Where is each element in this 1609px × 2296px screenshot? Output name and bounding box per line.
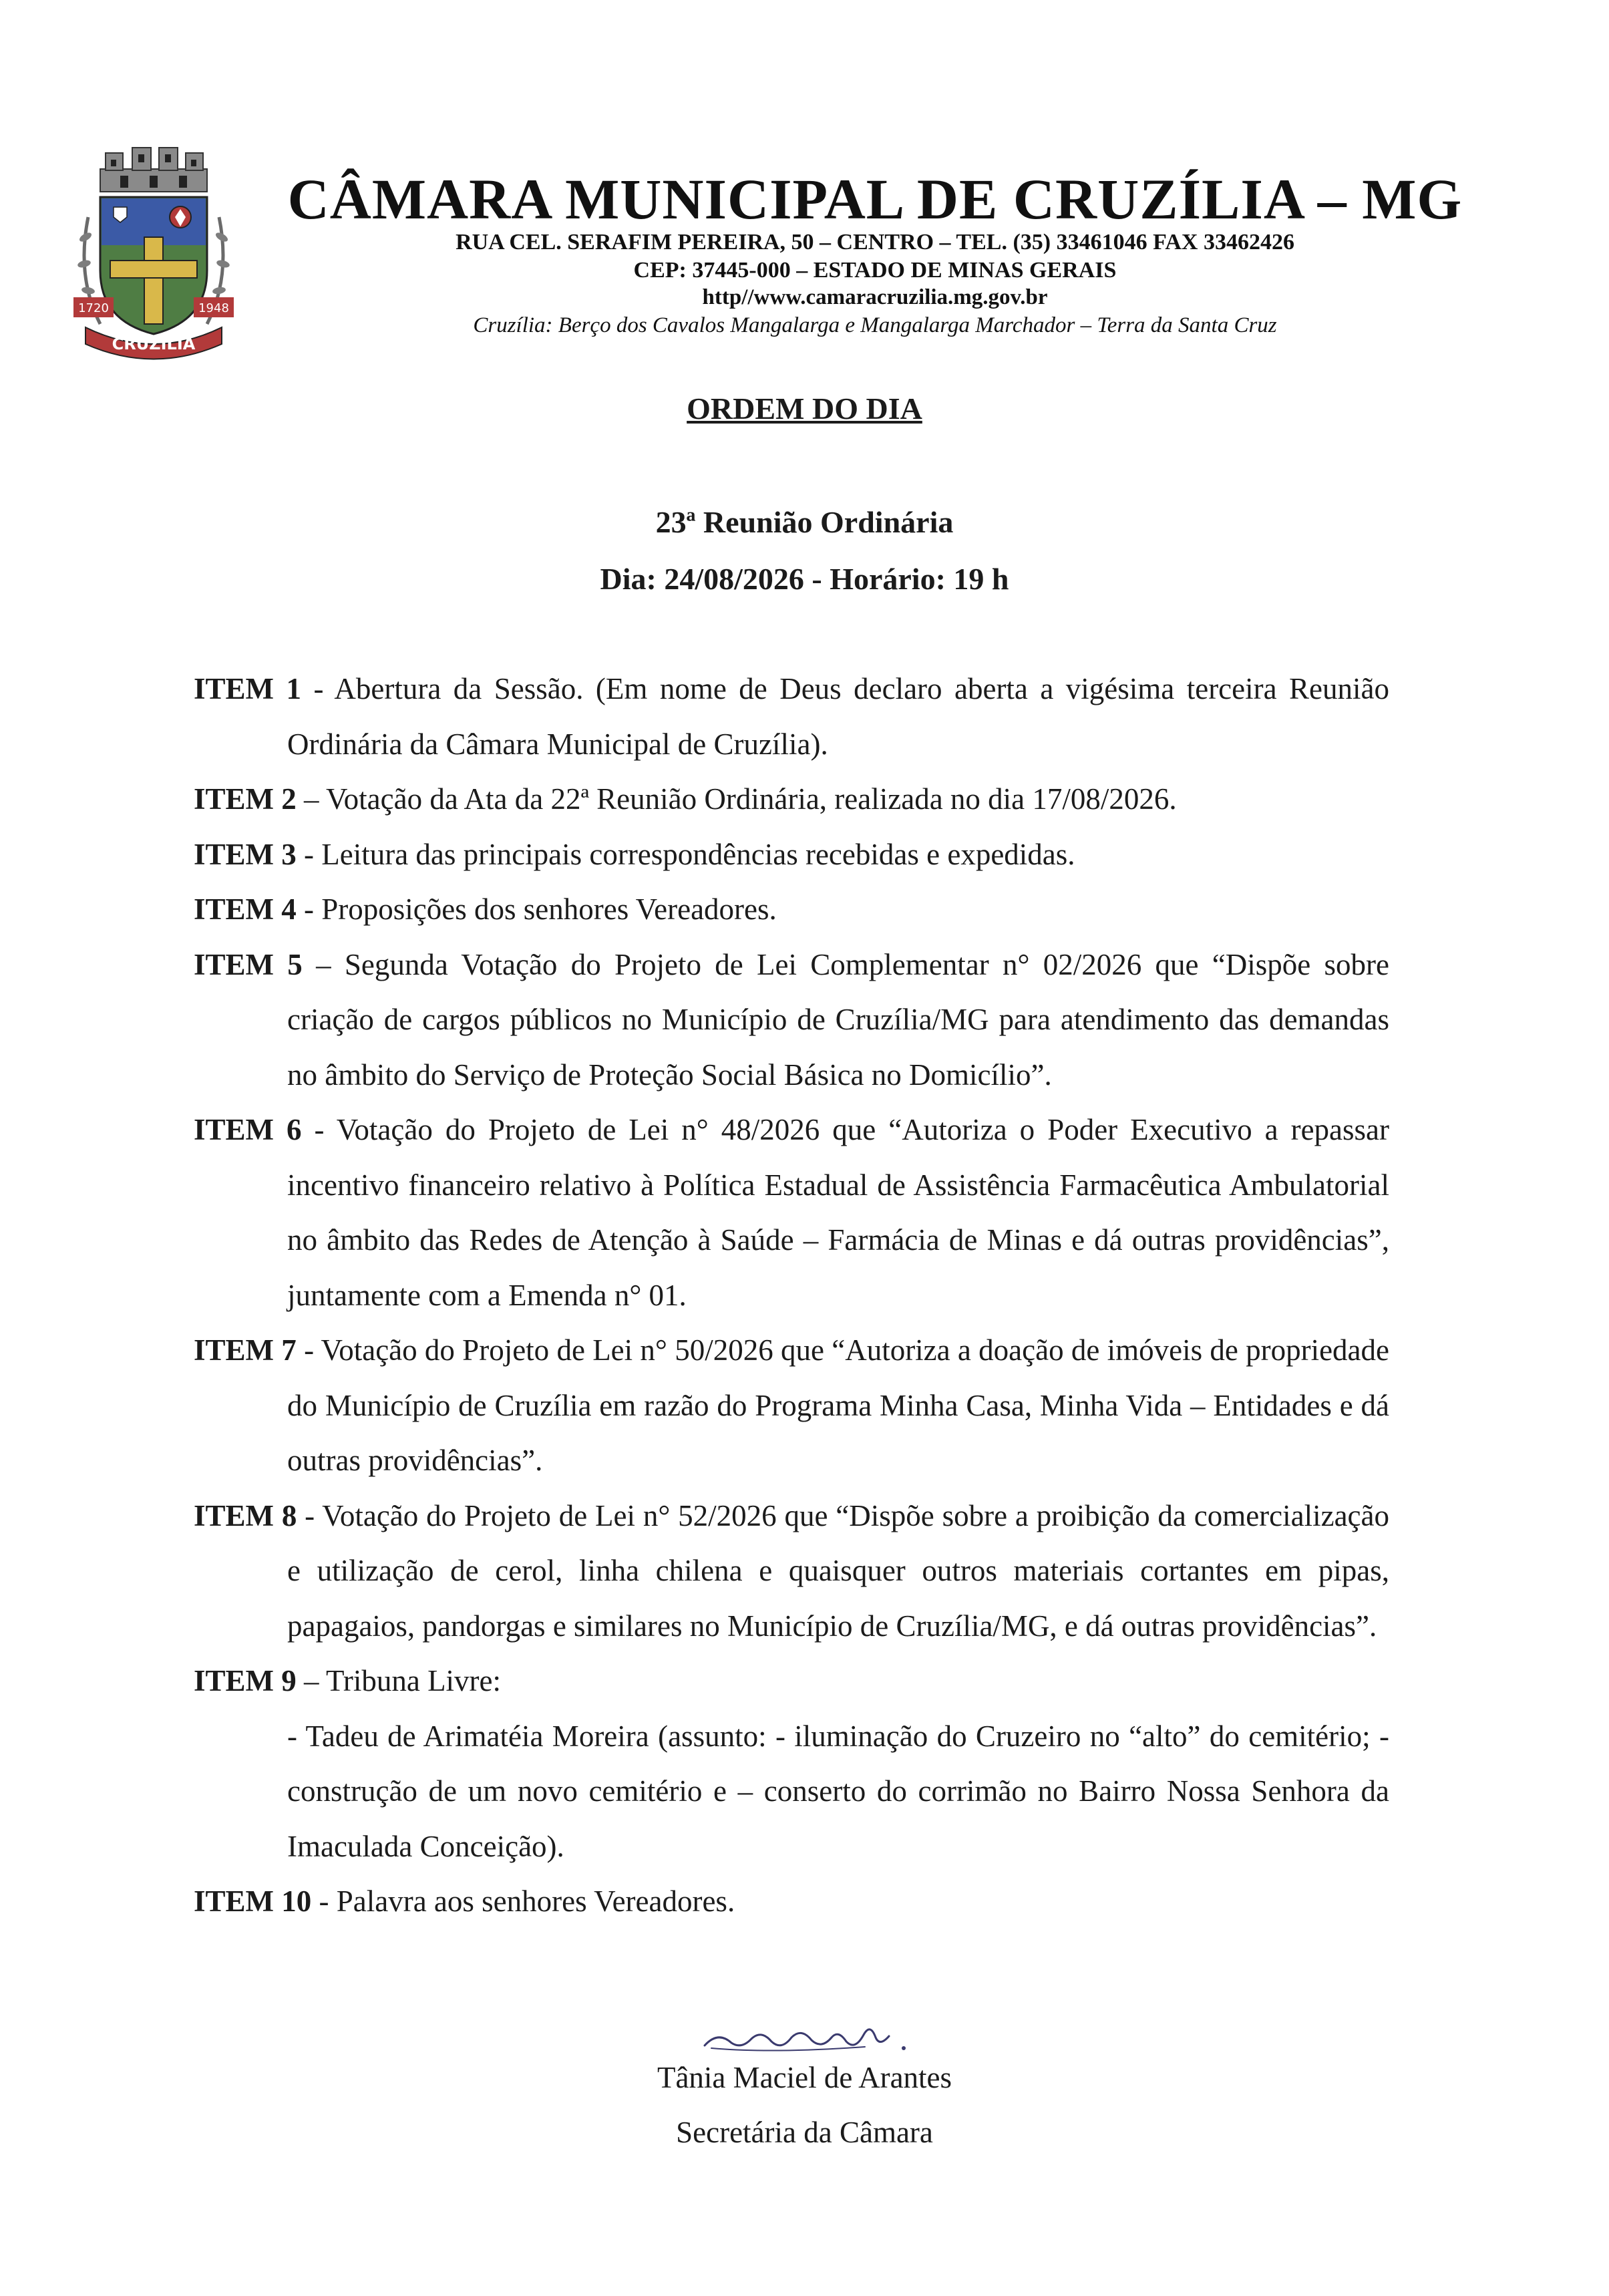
agenda-items bbox=[194, 661, 1389, 1929]
municipal-crest-icon bbox=[73, 144, 234, 364]
address-line: RUA CEL. SERAFIM PEREIRA, 50 – CENTRO – TEL. (35) 33461046 FAX 33462426 bbox=[456, 230, 1294, 255]
agenda-item-text: – Segunda Votação do Projeto de Lei Complementar n° 02/2026 que “Dispõe sobre criação de cargos públicos no Município de Cruzília/MG para atendimento das demandas no âmbito do Serviço de Proteção Social Básica no Domicílio”. bbox=[287, 947, 1389, 1092]
agenda-item-text: – Votação da Ata da 22ª Reunião Ordinária, realizada no dia 17/08/2026. bbox=[296, 782, 1177, 816]
meeting-schedule: Dia: 24/08/2026 - Horário: 19 h bbox=[600, 562, 1009, 596]
signatory-role: Secretária da Câmara bbox=[676, 2116, 933, 2149]
city-motto: Cruzília: Berço dos Cavalos Mangalarga e Mangalarga Marchador – Terra da Santa Cruz bbox=[473, 313, 1277, 337]
signature-block bbox=[0, 2017, 1609, 2152]
agenda-item-key: ITEM 5 bbox=[194, 947, 303, 981]
crest-year-left: 1720 bbox=[78, 301, 109, 315]
document-title: ORDEM DO DIA bbox=[687, 391, 922, 426]
agenda-item bbox=[194, 1323, 1389, 1488]
institution-name: CÂMARA MUNICIPAL DE CRUZÍLIA – MG bbox=[287, 167, 1463, 231]
signatory-name: Tânia Maciel de Arantes bbox=[657, 2061, 952, 2094]
agenda-item-key: ITEM 2 bbox=[194, 782, 297, 816]
agenda-item bbox=[194, 1488, 1389, 1654]
agenda-item-text: – Tribuna Livre: bbox=[296, 1664, 502, 1697]
letterhead bbox=[73, 144, 1543, 364]
agenda-item-key: ITEM 10 bbox=[194, 1884, 312, 1918]
agenda-item bbox=[194, 827, 1389, 882]
agenda-item-key: ITEM 8 bbox=[194, 1498, 297, 1532]
agenda-item-key: ITEM 3 bbox=[194, 837, 297, 871]
agenda-item-text: - Votação do Projeto de Lei n° 52/2026 que “Dispõe sobre a proibição da comercialização e utilização de cerol, linha chilena e quaisquer outros materiais cortantes em pipas, papagaios, pandorgas e similares no Município de Cruzília/MG, e dá outras providências”. bbox=[287, 1498, 1390, 1643]
agenda-item-key: ITEM 7 bbox=[194, 1333, 297, 1367]
agenda-item bbox=[194, 1874, 1389, 1929]
agenda-item bbox=[194, 772, 1389, 827]
meeting-number: 23ª Reunião Ordinária bbox=[655, 505, 954, 539]
agenda-item-key: ITEM 4 bbox=[194, 892, 297, 926]
agenda-item bbox=[194, 882, 1389, 937]
cep-line: CEP: 37445-000 – ESTADO DE MINAS GERAIS bbox=[633, 258, 1117, 283]
agenda-item-key: ITEM 6 bbox=[194, 1113, 302, 1146]
agenda-item-text: - Leitura das principais correspondências recebidas e expedidas. bbox=[296, 837, 1075, 871]
crest-year-right: 1948 bbox=[198, 301, 229, 315]
agenda-item-text: - Palavra aos senhores Vereadores. bbox=[311, 1884, 735, 1918]
letterhead-text bbox=[240, 167, 1509, 340]
crest-ribbon-text: CRUZILIA bbox=[112, 335, 196, 353]
handwritten-signature bbox=[691, 2017, 918, 2058]
agenda-item bbox=[194, 1102, 1389, 1323]
agenda-item bbox=[194, 937, 1389, 1103]
website-url: http//www.camaracruzilia.mg.gov.br bbox=[702, 285, 1048, 309]
tribuna-livre-speaker: - Tadeu de Arimatéia Moreira (assunto: - iluminação do Cruzeiro no “alto” do cemitério; - construção de um novo cemitério e – conserto do corrimão no Bairro Nossa Senhora da Imaculada Conceição). bbox=[287, 1719, 1389, 1863]
agenda-item-text: - Votação do Projeto de Lei n° 50/2026 que “Autoriza a doação de imóveis de propriedade do Município de Cruzília em razão do Programa Minha Casa, Minha Vida – Entidades e dá outras providências”. bbox=[287, 1333, 1389, 1477]
agenda-item-key: ITEM 9 bbox=[194, 1664, 297, 1697]
agenda-item-text: - Proposições dos senhores Vereadores. bbox=[296, 892, 777, 926]
agenda-item-text: - Abertura da Sessão. (Em nome de Deus declaro aberta a vigésima terceira Reunião Ordinária da Câmara Municipal de Cruzília). bbox=[287, 672, 1390, 761]
agenda-item bbox=[194, 661, 1389, 772]
agenda-item-text: - Votação do Projeto de Lei n° 48/2026 que “Autoriza o Poder Executivo a repassar incentivo financeiro relativo à Política Estadual de Assistência Farmacêutica Ambulatorial no âmbito das Redes de Atenção à Saúde – Farmácia de Minas e dá outras providências”, juntamente com a Emenda n° 01. bbox=[287, 1113, 1389, 1312]
agenda-item-key: ITEM 1 bbox=[194, 672, 301, 705]
agenda-item bbox=[194, 1653, 1389, 1709]
